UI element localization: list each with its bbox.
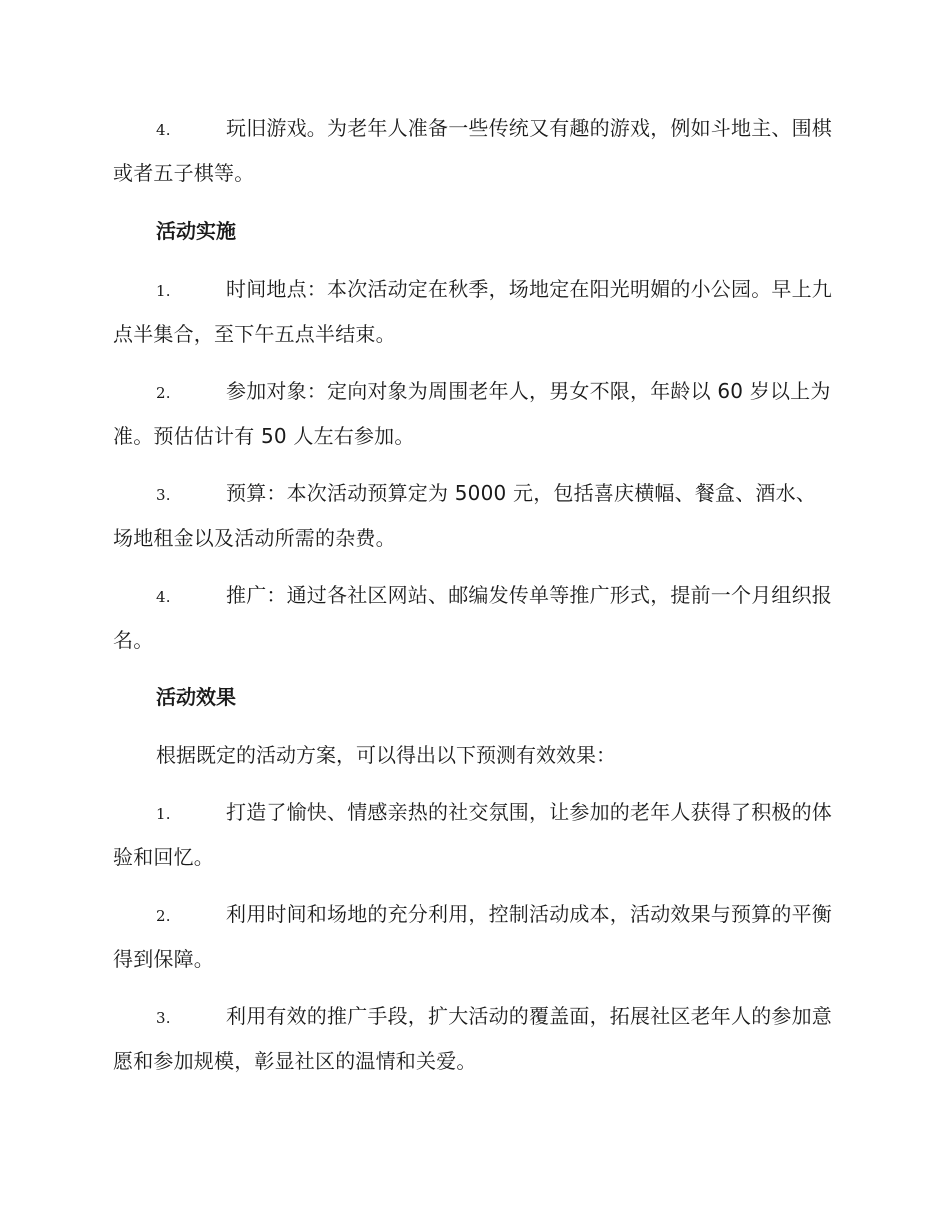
- list-item: [113, 370, 835, 458]
- list-number: 4.: [156, 121, 171, 139]
- list-item: [113, 472, 835, 560]
- list-item: [113, 107, 835, 195]
- list-text: 玩旧游戏。为老年人准备一些传统又有趣的游戏，例如斗地主、围棋或者五子棋等。: [113, 116, 832, 185]
- list-number: 1.: [156, 282, 171, 300]
- section-heading-effect: 活动效果: [156, 685, 236, 709]
- list-number: 2.: [156, 384, 171, 402]
- list-text: 参加对象：定向对象为周围老年人，男女不限，年龄以 60 岁以上为准。预估估计有 50 人左右参加。: [113, 379, 831, 448]
- list-item: [113, 574, 835, 662]
- list-item: [113, 995, 835, 1083]
- list-text: 利用时间和场地的充分利用，控制活动成本，活动效果与预算的平衡得到保障。: [113, 902, 832, 971]
- list-text: 推广：通过各社区网站、邮编发传单等推广形式，提前一个月组织报名。: [113, 583, 832, 652]
- section-heading-implementation: 活动实施: [156, 219, 236, 243]
- list-text: 打造了愉快、情感亲热的社交氛围，让参加的老年人获得了积极的体验和回忆。: [113, 800, 832, 869]
- list-number: 3.: [156, 1009, 171, 1027]
- list-number: 4.: [156, 588, 171, 606]
- list-item: [113, 268, 835, 356]
- list-item: [113, 791, 835, 879]
- list-text: 利用有效的推广手段，扩大活动的覆盖面，拓展社区老年人的参加意愿和参加规模，彰显社区的温情和关爱。: [113, 1004, 832, 1073]
- list-text: 预算：本次活动预算定为 5000 元，包括喜庆横幅、餐盒、酒水、场地租金以及活动所需的杂费。: [113, 481, 817, 550]
- list-number: 2.: [156, 907, 171, 925]
- list-number: 1.: [156, 805, 171, 823]
- list-number: 3.: [156, 486, 171, 504]
- section-intro: 根据既定的活动方案，可以得出以下预测有效效果：: [156, 743, 616, 767]
- list-text: 时间地点：本次活动定在秋季，场地定在阳光明媚的小公园。早上九点半集合，至下午五点半结束。: [113, 277, 832, 346]
- list-item: [113, 893, 835, 981]
